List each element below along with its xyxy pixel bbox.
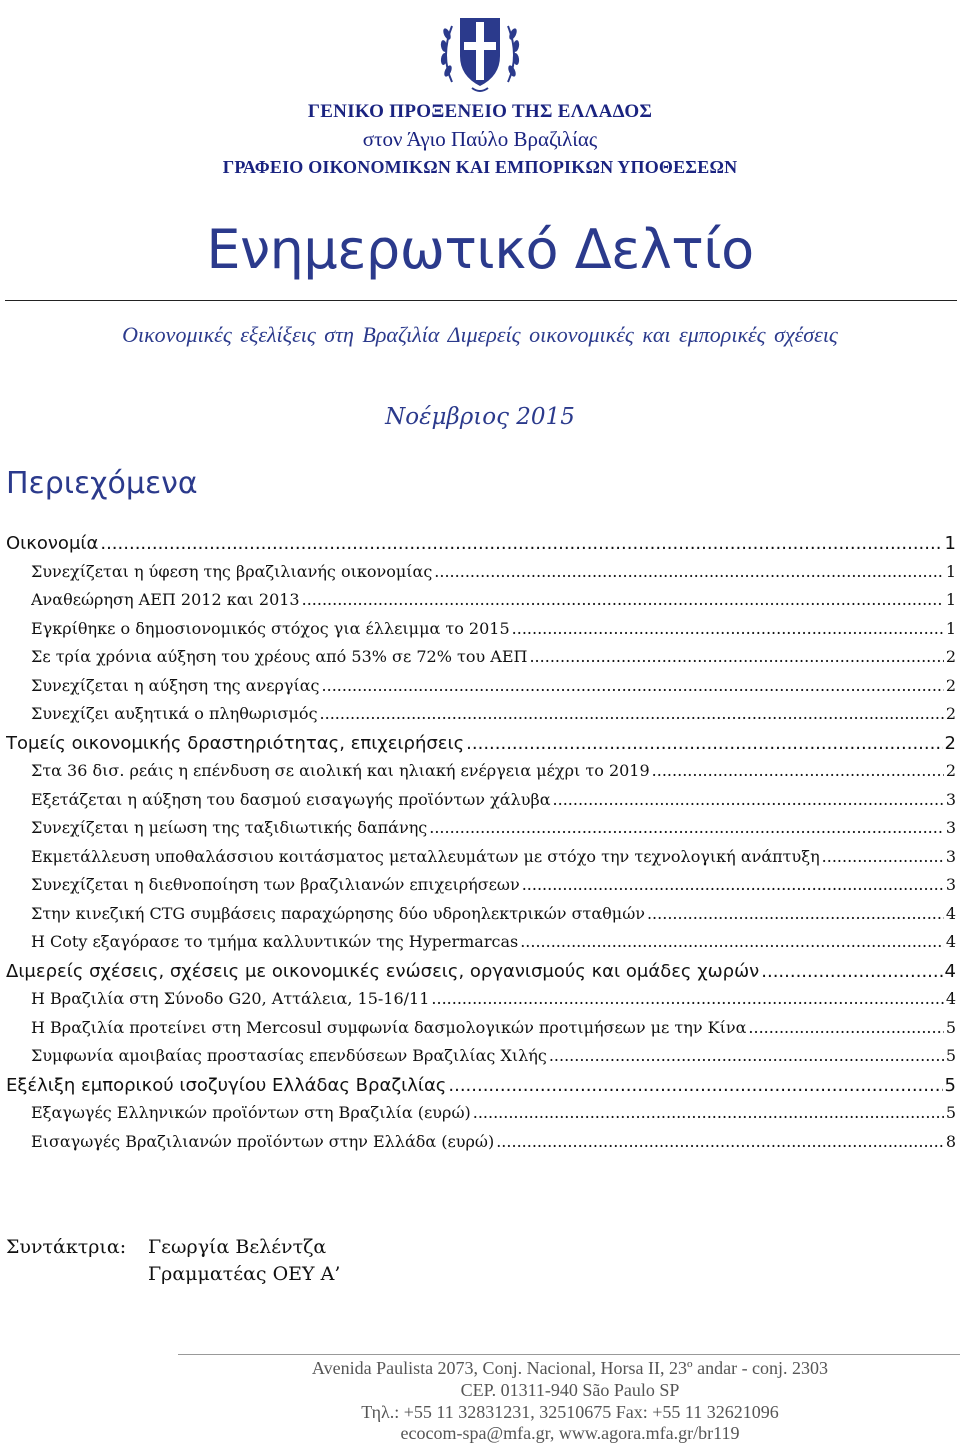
toc-page-number: 3	[945, 818, 956, 837]
toc-page-number: 5	[944, 1074, 956, 1096]
footer-postal: CEP. 01311-940 São Paulo SP	[460, 1380, 680, 1400]
toc-dot-leader	[761, 961, 942, 982]
page-title: Ενημερωτικό Δελτίο	[206, 218, 754, 281]
toc-page-number: 1	[945, 561, 956, 581]
toc-subsection-link[interactable]	[31, 704, 956, 732]
toc-subsection-link[interactable]	[31, 647, 956, 675]
toc-page-number: 3	[945, 789, 956, 809]
toc-dot-leader	[496, 1132, 944, 1151]
toc-entry-title: Στην κινεζική CTG συμβάσεις παραχώρησης δύο υδροηλεκτρικών σταθμών	[31, 903, 645, 923]
toc-page-number: 5	[945, 1103, 956, 1122]
header-office: ΓΡΑΦΕΙΟ ΟΙΚΟΝΟΜΙΚΩΝ ΚΑΙ ΕΜΠΟΡΙΚΩΝ ΥΠΟΘΕΣΕΩΝ	[222, 157, 738, 177]
toc-entry-title: Τομείς οικονομικής δραστηριότητας, επιχειρήσεις	[6, 732, 465, 754]
author-role: Γραμματέας ΟΕΥ Α’	[148, 1263, 341, 1285]
toc-subsection-link[interactable]	[31, 904, 956, 932]
toc-page-number: 1	[945, 590, 956, 609]
toc-dot-leader	[652, 761, 944, 780]
toc-subsection-link[interactable]	[31, 847, 956, 875]
toc-dot-leader	[822, 847, 944, 866]
toc-entry-title: Σε τρία χρόνια αύξηση του χρέους από 53% σε 72% του ΑΕΠ	[31, 647, 528, 666]
toc-subsection-link[interactable]	[31, 790, 956, 818]
toc-page-number: 8	[945, 1131, 956, 1151]
toc-section-link[interactable]	[6, 961, 956, 989]
toc-entry-title: Εξετάζεται η αύξηση του δασμού εισαγωγής προϊόντων χάλυβα	[31, 789, 551, 809]
toc-entry-title: Συνεχίζει αυξητικά ο πληθωρισμός	[31, 704, 318, 723]
toc-subsection-link[interactable]	[31, 676, 956, 704]
toc-entry-title: Συμφωνία αμοιβαίας προστασίας επενδύσεων Βραζιλίας Χιλής	[31, 1046, 547, 1065]
toc-page-number: 4	[945, 989, 956, 1008]
toc-subsection-link[interactable]	[31, 761, 956, 789]
toc-entry-title: Η Βραζιλία προτείνει στη Mercosul συμφωνία δασμολογικών προτιμήσεων με την Κίνα	[31, 1017, 747, 1037]
greek-coat-of-arms-icon	[432, 4, 528, 100]
toc-entry-title: Συνεχίζεται η ύφεση της βραζιλιανής οικονομίας	[31, 561, 433, 581]
toc-page-number: 2	[945, 647, 956, 666]
footer-divider	[178, 1354, 960, 1355]
toc-dot-leader	[529, 647, 943, 666]
toc-subsection-link[interactable]	[31, 619, 956, 647]
toc-dot-leader	[429, 818, 944, 837]
toc-page-number: 4	[945, 932, 956, 951]
author-label: Συντάκτρια:	[6, 1236, 127, 1258]
toc-subsection-link[interactable]	[31, 875, 956, 903]
toc-subsection-link[interactable]	[31, 1103, 956, 1131]
toc-page-number: 3	[945, 875, 956, 894]
toc-entry-title: Συνεχίζεται η μείωση της ταξιδιωτικής δαπάνης	[31, 818, 428, 837]
toc-subsection-link[interactable]	[31, 989, 956, 1017]
toc-entry-title: Εκμετάλλευση υποθαλάσσιου κοιτάσματος μεταλλευμάτων με στόχο την τεχνολογική ανάπτυξη	[31, 846, 820, 866]
toc-page-number: 1	[944, 533, 956, 554]
toc-dot-leader	[100, 533, 942, 554]
toc-dot-leader	[520, 932, 944, 951]
page-subtitle: Οικονομικές εξελίξεις στη Βραζιλία Διμερείς οικονομικές και εμπορικές σχέσεις	[122, 322, 838, 347]
toc-dot-leader	[320, 704, 944, 723]
toc-entry-title: Εισαγωγές Βραζιλιανών προϊόντων στην Ελλάδα (ευρώ)	[31, 1131, 495, 1151]
author-name: Γεωργία Βελέντζα	[148, 1236, 327, 1258]
toc-subsection-link[interactable]	[31, 932, 956, 960]
toc-page-number: 3	[945, 846, 956, 866]
toc-page-number: 2	[945, 704, 956, 723]
toc-dot-leader	[748, 1018, 943, 1037]
toc-heading: Περιεχόμενα	[6, 466, 198, 501]
toc-subsection-link[interactable]	[31, 1018, 956, 1046]
toc-page-number: 4	[945, 903, 956, 923]
toc-dot-leader	[448, 1075, 942, 1096]
toc-page-number: 5	[945, 1046, 956, 1065]
toc-section-link[interactable]	[6, 533, 956, 561]
footer-phone: Τηλ.: +55 11 32831231, 32510675 Fax: +55 11 32621096	[361, 1402, 779, 1422]
toc-section-link[interactable]	[6, 1075, 956, 1103]
toc-dot-leader	[466, 733, 942, 754]
toc-entry-title: Διμερείς σχέσεις, σχέσεις με οικονομικές ενώσεις, οργανισμούς και ομάδες χωρών	[6, 960, 760, 982]
toc-dot-leader	[322, 676, 944, 695]
toc-dot-leader	[522, 875, 944, 894]
toc-dot-leader	[431, 989, 943, 1008]
toc-page-number: 5	[945, 1017, 956, 1037]
toc-dot-leader	[302, 590, 944, 609]
toc-page-number: 2	[945, 761, 956, 780]
toc-entry-title: Η Βραζιλία στη Σύνοδο G20, Αττάλεια, 15-16/11	[31, 989, 430, 1008]
toc-entry-title: Οικονομία	[6, 533, 99, 554]
toc-dot-leader	[434, 562, 944, 581]
issue-date: Νοέμβριος 2015	[385, 404, 575, 430]
toc-page-number: 1	[945, 618, 956, 638]
toc-page-number: 4	[944, 960, 956, 982]
toc-entry-title: Η Coty εξαγόρασε το τμήμα καλλυντικών της Hypermarcas	[31, 932, 519, 951]
header-city: στον Άγιο Παύλο Βραζιλίας	[362, 127, 598, 151]
toc-dot-leader	[549, 1046, 944, 1065]
toc-page-number: 2	[944, 732, 956, 754]
toc-entry-title: Συνεχίζεται η αύξηση της ανεργίας	[31, 675, 320, 695]
toc-section-link[interactable]	[6, 733, 956, 761]
toc-entry-title: Εξαγωγές Ελληνικών προϊόντων στη Βραζιλία (ευρώ)	[31, 1103, 471, 1122]
toc-entry-title: Εγκρίθηκε ο δημοσιονομικός στόχος για έλλειμμα το 2015	[31, 618, 510, 638]
toc-subsection-link[interactable]	[31, 818, 956, 846]
toc-subsection-link[interactable]	[31, 1132, 956, 1160]
toc-dot-leader	[473, 1103, 944, 1122]
toc-page-number: 2	[945, 675, 956, 695]
toc-subsection-link[interactable]	[31, 590, 956, 618]
toc-entry-title: Εξέλιξη εμπορικού ισοζυγίου Ελλάδας Βραζιλίας	[6, 1074, 447, 1096]
toc-entry-title: Αναθεώρηση ΑΕΠ 2012 και 2013	[31, 590, 300, 609]
footer-address: Avenida Paulista 2073, Conj. Nacional, Horsa II, 23º andar - conj. 2303	[311, 1358, 829, 1378]
toc-entry-title: Συνεχίζεται η διεθνοποίηση των βραζιλιανών επιχειρήσεων	[31, 875, 520, 894]
toc-subsection-link[interactable]	[31, 562, 956, 590]
title-divider	[5, 300, 957, 301]
toc-dot-leader	[512, 619, 944, 638]
toc-dot-leader	[647, 904, 944, 923]
footer-contact: ecocom-spa@mfa.gr, www.agora.mfa.gr/br119	[400, 1423, 740, 1443]
toc-dot-leader	[553, 790, 944, 809]
header-consulate: ΓΕΝΙΚΟ ΠΡΟΞΕΝΕΙΟ ΤΗΣ ΕΛΛΑΔΟΣ	[307, 101, 653, 122]
toc-subsection-link[interactable]	[31, 1046, 956, 1074]
toc-entry-title: Στα 36 δισ. ρεάις η επένδυση σε αιολική και ηλιακή ενέργεια μέχρι το 2019	[31, 761, 650, 780]
